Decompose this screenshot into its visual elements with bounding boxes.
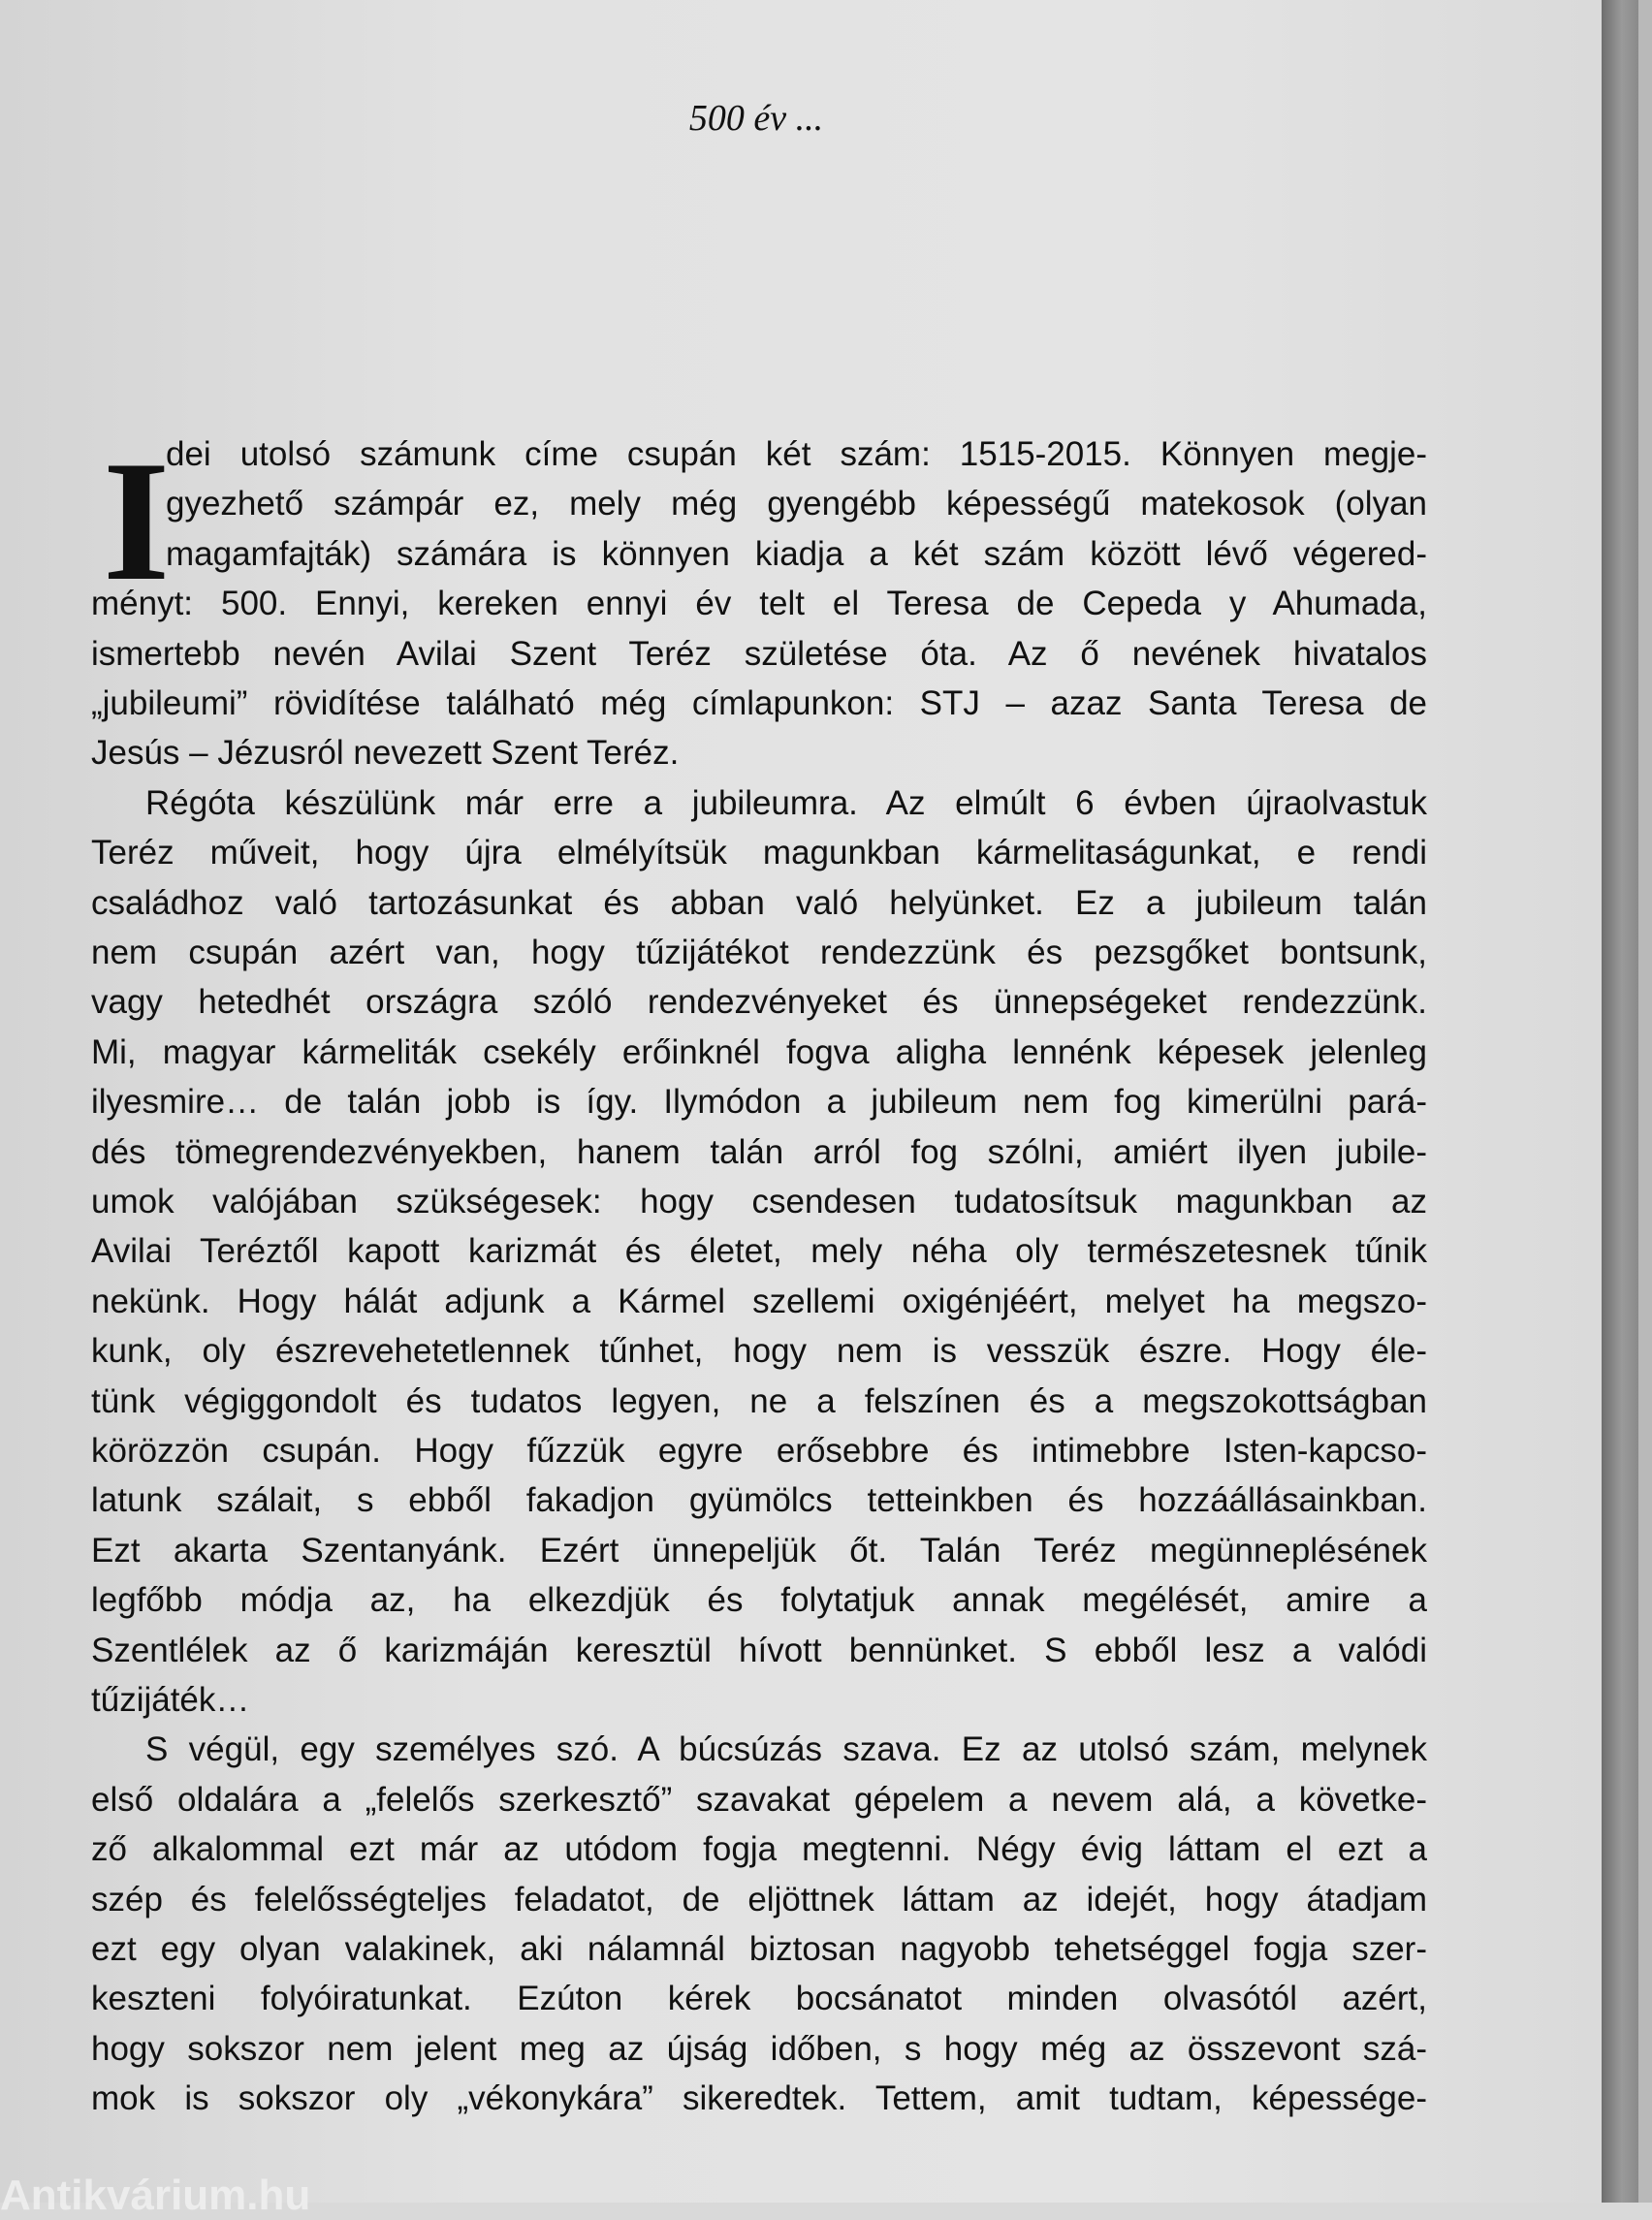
text-line: umok valójában szükségesek: hogy csendesen tudatosítsuk magunkban az — [91, 1183, 1427, 1221]
text-line: keszteni folyóiratunkat. Ezúton kérek bocsánatot minden olvasótól azért, — [91, 1980, 1427, 2018]
text-line: nekünk. Hogy hálát adjunk a Kármel szellemi oxigénjéért, melyet ha megszo- — [91, 1282, 1427, 1320]
text-line: szép és felelősségteljes feladatot, de eljöttnek láttam az idejét, hogy átadjam — [91, 1880, 1427, 1919]
text-line: S végül, egy személyes szó. A búcsúzás szava. Ez az utolsó szám, melynek — [145, 1730, 1427, 1769]
text-line: ilyesmire… de talán jobb is így. Ilymódon a jubileum nem fog kimerülni pará- — [91, 1083, 1427, 1122]
text-line: körözzön csupán. Hogy fűzzük egyre erősebbre és intimebbre Isten-kapcso- — [91, 1432, 1427, 1470]
text-line: tűzijáték… — [91, 1681, 250, 1719]
page-edge-highlight — [1638, 0, 1652, 2203]
text-line: „jubileumi” rövidítése található még címlapunkon: STJ – azaz Santa Teresa de — [91, 684, 1427, 722]
text-line: kunk, oly észrevehetetlennek tűnhet, hogy nem is vesszük észre. Hogy éle- — [91, 1332, 1427, 1371]
text-line: dei utolsó számunk címe csupán két szám: 1515-2015. Könnyen megje- — [166, 435, 1427, 473]
text-line: gyezhető számpár ez, mely még gyengébb képességű matekosok (olyan — [166, 485, 1427, 523]
text-line: ményt: 500. Ennyi, kereken ennyi év telt el Teresa de Cepeda y Ahumada, — [91, 585, 1427, 623]
text-line: ezt egy olyan valakinek, aki nálamnál biztosan nagyobb tehetséggel fogja szer- — [91, 1930, 1427, 1968]
text-line: hogy sokszor nem jelent meg az újság időben, s hogy még az összevont szá- — [91, 2029, 1427, 2068]
text-line: latunk szálait, s ebből fakadjon gyümölcs tetteinkben és hozzáállásainkban. — [91, 1481, 1427, 1520]
text-line: vagy hetedhét országra szóló rendezvényeket és ünnepségeket rendezzünk. — [91, 983, 1427, 1022]
text-line: Teréz műveit, hogy újra elmélyítsük magunkban kármelitaságunkat, e rendi — [91, 834, 1427, 872]
watermark: Antikvárium.hu — [0, 2172, 311, 2219]
text-line: nem csupán azért van, hogy tűzijátékot rendezzünk és pezsgőket bontsunk, — [91, 934, 1427, 971]
text-line: Mi, magyar kármeliták csekély erőinknél fogva aligha lennénk képesek jelenleg — [91, 1032, 1427, 1071]
drop-cap: I — [103, 425, 171, 617]
text-line: Jesús – Jézusról nevezett Szent Teréz. — [91, 734, 680, 773]
text-line: Szentlélek az ő karizmáján keresztül hívott bennünket. S ebből lesz a valódi — [91, 1631, 1427, 1669]
text-line: családhoz való tartozásunkat és abban való helyünket. Ez a jubileum talán — [91, 883, 1427, 922]
text-line: első oldalára a „felelős szerkesztő” szavakat gépelem a nevem alá, a követke- — [91, 1780, 1427, 1819]
text-line: Régóta készülünk már erre a jubileumra. Az elmúlt 6 évben újraolvastuk — [145, 783, 1427, 822]
text-line: ző alkalommal ezt már az utódom fogja megtenni. Négy évig láttam el ezt a — [91, 1830, 1427, 1869]
text-line: mok is sokszor oly „vékonykára” sikeredtek. Tettem, amit tudtam, képessége- — [91, 2079, 1427, 2118]
text-line: ismertebb nevén Avilai Szent Teréz születése óta. Az ő nevének hivatalos — [91, 634, 1427, 673]
text-line: Ezt akarta Szentanyánk. Ezért ünnepeljük őt. Talán Teréz megünneplésének — [91, 1531, 1427, 1570]
text-line: Avilai Teréztől kapott karizmát és életet, mely néha oly természetesnek tűnik — [91, 1232, 1427, 1271]
text-line: legfőbb módja az, ha elkezdjük és folytatjuk annak megélését, amire a — [91, 1581, 1427, 1620]
article-title: 500 év ... — [688, 98, 824, 139]
text-line: dés tömegrendezvényekben, hanem talán arról fog szólni, amiért ilyen jubile- — [91, 1132, 1427, 1171]
text-line: magamfajták) számára is könnyen kiadja a két szám között lévő végered- — [166, 534, 1427, 573]
text-line: tünk végiggondolt és tudatos legyen, ne a felszínen és a megszokottságban — [91, 1381, 1427, 1420]
